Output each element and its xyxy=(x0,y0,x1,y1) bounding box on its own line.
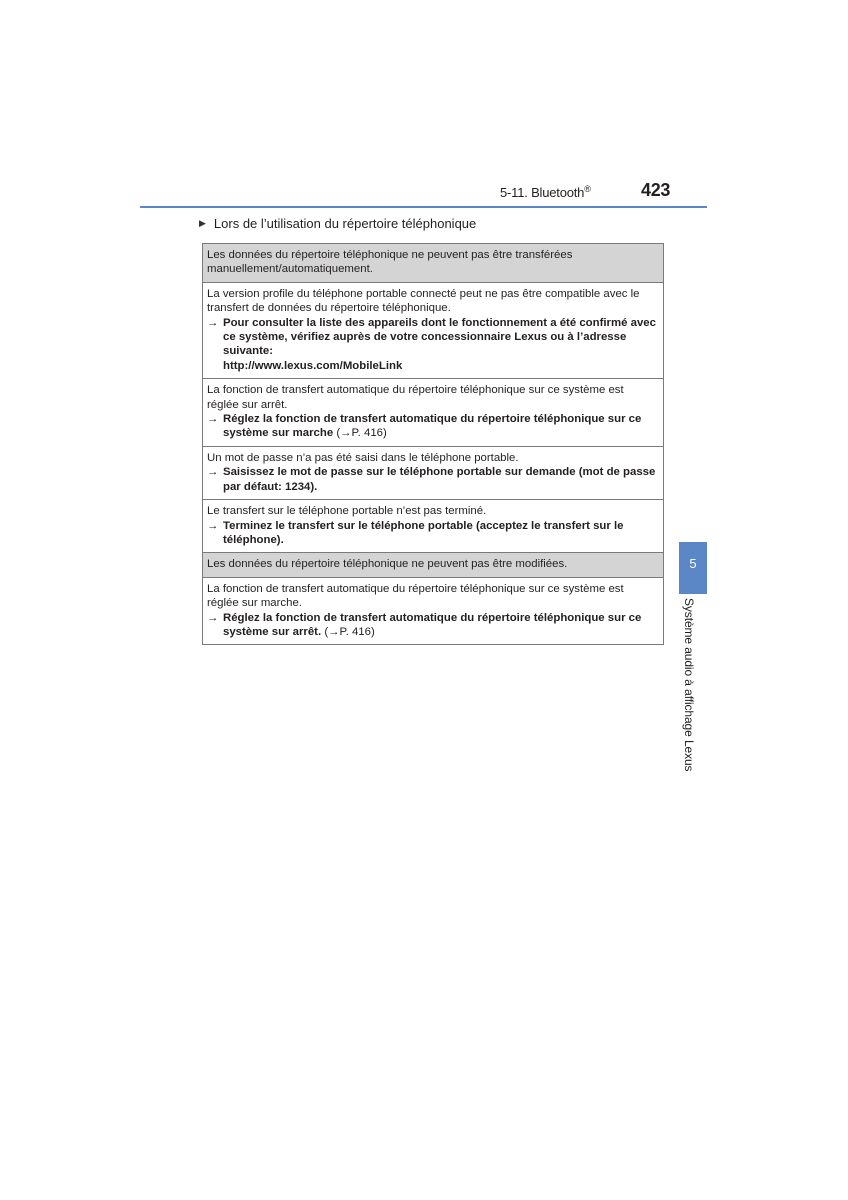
table-cell xyxy=(203,282,664,378)
cause-text: La version profile du téléphone portable connecté peut ne pas être compatible avec le transfert de données du répertoire téléphonique. xyxy=(207,287,640,315)
table-row xyxy=(203,500,664,553)
table-cell xyxy=(203,577,664,645)
page-reference[interactable]: (→P. 416) xyxy=(321,625,375,638)
category-cell: Les données du répertoire téléphonique ne peuvent pas être transférées manuellement/automatiquement. xyxy=(203,244,664,283)
arrow-right-icon: → xyxy=(207,413,219,426)
remedy-text: Pour consulter la liste des appareils dont le fonctionnement a été confirmé avec ce système, vérifiez auprès de votre concessionnaire Lexus ou à l’adresse suivante: xyxy=(223,316,656,358)
remedy xyxy=(207,465,658,494)
table-cell xyxy=(203,446,664,499)
category-cell: Les données du répertoire téléphonique ne peuvent pas être modifiées. xyxy=(203,553,664,577)
cause-text: Un mot de passe n’a pas été saisi dans le téléphone portable. xyxy=(207,451,519,464)
cause-text: La fonction de transfert automatique du répertoire téléphonique sur ce système est réglée sur marche. xyxy=(207,582,624,610)
table-category-row xyxy=(203,553,664,577)
table-cell xyxy=(203,500,664,553)
remedy-text: Réglez la fonction de transfert automatique du répertoire téléphonique sur ce système sur marche xyxy=(223,413,642,440)
table-row xyxy=(203,577,664,645)
table-row xyxy=(203,379,664,447)
arrow-right-icon: → xyxy=(207,466,219,479)
chapter-title: Système audio à affichage Lexus xyxy=(682,598,696,772)
subheading xyxy=(199,216,476,231)
remedy xyxy=(207,412,658,441)
page-reference[interactable]: (→P. 416) xyxy=(333,427,387,440)
table-row xyxy=(203,446,664,499)
subheading-text: Lors de l’utilisation du répertoire téléphonique xyxy=(213,216,477,231)
remedy-text: Terminez le transfert sur le téléphone portable (acceptez le transfert sur le téléphone). xyxy=(223,519,624,546)
cause-text: Le transfert sur le téléphone portable n’est pas terminé. xyxy=(207,505,487,518)
arrow-right-icon: → xyxy=(207,316,219,329)
remedy xyxy=(207,611,658,640)
remedy xyxy=(207,519,658,548)
header-divider xyxy=(140,206,707,208)
remedy-text: Saisissez le mot de passe sur le téléphone portable sur demande (mot de passe par défaut: 1234). xyxy=(223,466,656,493)
registered-mark: ® xyxy=(584,184,591,194)
cause-text: La fonction de transfert automatique du répertoire téléphonique sur ce système est réglée sur arrêt. xyxy=(207,384,624,411)
table-row xyxy=(203,282,664,378)
mobile-link-url[interactable]: http://www.lexus.com/MobileLink xyxy=(223,359,403,372)
table-cell xyxy=(203,379,664,447)
chapter-tab[interactable]: 5 xyxy=(679,542,707,594)
section-header xyxy=(500,184,591,200)
section-title: 5-11. Bluetooth xyxy=(500,185,585,200)
remedy xyxy=(207,316,658,374)
arrow-right-icon: → xyxy=(207,519,219,532)
page-number: 423 xyxy=(641,180,671,200)
arrow-right-icon: → xyxy=(207,611,219,624)
triangle-bullet-icon: ▶ xyxy=(199,218,206,228)
remedy-text: Réglez la fonction de transfert automatique du répertoire téléphonique sur ce système sur arrêt. xyxy=(223,611,642,638)
troubleshooting-table xyxy=(202,243,664,645)
table-category-row xyxy=(203,244,664,283)
